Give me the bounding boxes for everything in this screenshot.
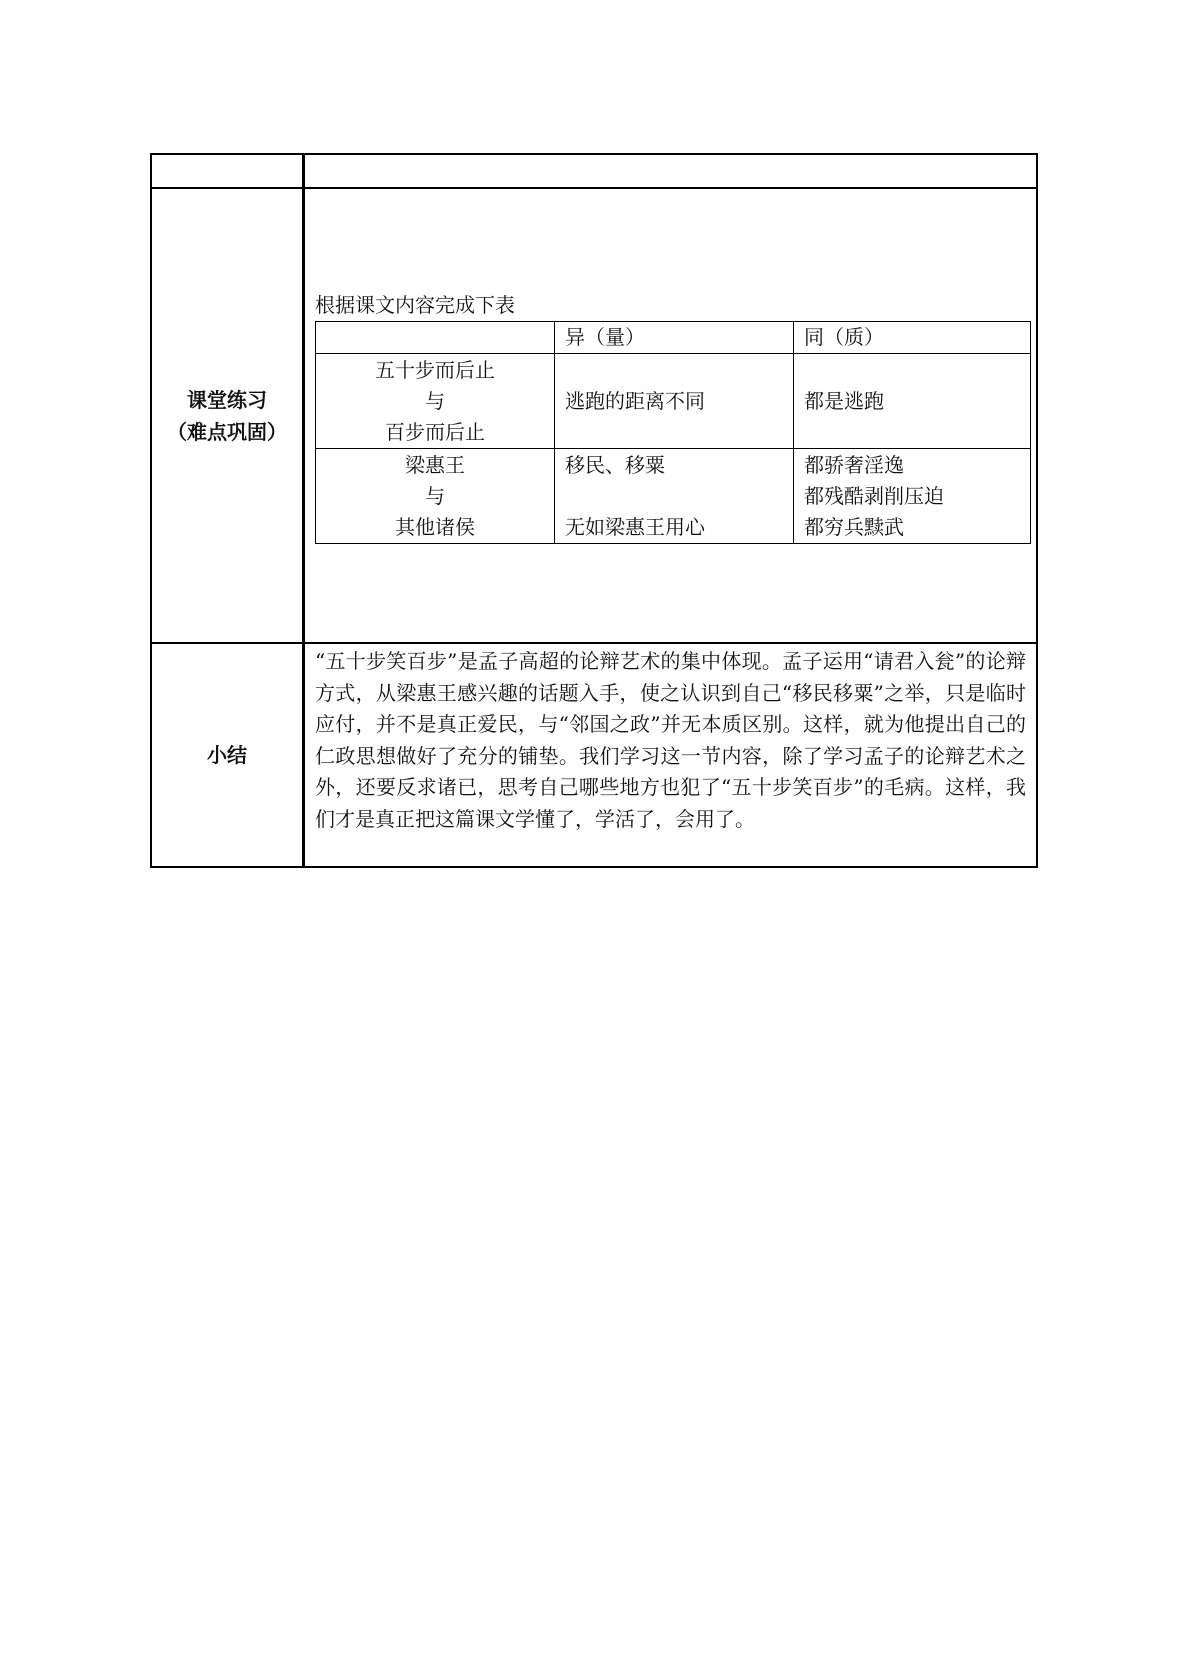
sameness-line: 都残酷剥削压迫 bbox=[804, 483, 944, 508]
sameness-line: 都穷兵黩武 bbox=[804, 514, 904, 539]
header-left-cell bbox=[152, 155, 305, 187]
difference-line: 无如梁惠王用心 bbox=[565, 514, 705, 539]
header-right-cell bbox=[305, 155, 1036, 187]
subject-line: 百步而后止 bbox=[385, 419, 485, 444]
comparison-header-row bbox=[316, 322, 1031, 354]
practice-content bbox=[305, 189, 1036, 642]
summary-label: 小结 bbox=[152, 644, 305, 866]
summary-content bbox=[305, 644, 1036, 866]
practice-row bbox=[152, 189, 1036, 644]
lesson-table bbox=[150, 153, 1038, 868]
sameness-cell: 都是逃跑 bbox=[794, 354, 1031, 449]
subject-cell bbox=[316, 449, 555, 544]
header-cell-sameness: 同（质） bbox=[794, 322, 1031, 354]
subject-line: 与 bbox=[425, 483, 445, 508]
summary-text: “五十步笑百步”是孟子高超的论辩艺术的集中体现。孟子运用“请君入瓮”的论辩方式，从梁惠王感兴趣的话题入手，使之认识到自己“移民移粟”之举，只是临时应付，并不是真正爱民，与“邻国之政”并无本质区别。这样，就为他提出自己的仁政思想做好了充分的铺垫。我们学习这一节内容，除了学习孟子的论辩艺术之外，还要反求诸已，思考自己哪些地方也犯了“五十步笑百步”的毛病。这样，我们才是真正把这篇课文学懂了，学活了，会用了。 bbox=[315, 649, 1026, 831]
practice-label-line2: （难点巩固） bbox=[167, 419, 287, 444]
practice-label-line1: 课堂练习 bbox=[187, 387, 267, 412]
header-cell-subject bbox=[316, 322, 555, 354]
difference-cell bbox=[555, 449, 794, 544]
subject-line: 其他诸侯 bbox=[395, 514, 475, 539]
comparison-row bbox=[316, 354, 1031, 449]
difference-cell: 逃跑的距离不同 bbox=[555, 354, 794, 449]
subject-line: 五十步而后止 bbox=[375, 357, 495, 382]
instruction-text: 根据课文内容完成下表 bbox=[315, 293, 515, 317]
summary-row bbox=[152, 644, 1036, 866]
header-cell-difference: 异（量） bbox=[555, 322, 794, 354]
practice-label bbox=[152, 189, 305, 642]
difference-line: 移民、移粟 bbox=[565, 452, 665, 477]
comparison-table bbox=[315, 321, 1031, 544]
sameness-line: 都骄奢淫逸 bbox=[804, 452, 904, 477]
subject-line: 梁惠王 bbox=[405, 452, 465, 477]
subject-cell bbox=[316, 354, 555, 449]
sameness-cell bbox=[794, 449, 1031, 544]
comparison-row bbox=[316, 449, 1031, 544]
header-row bbox=[152, 155, 1036, 189]
difference-line-empty bbox=[565, 481, 783, 512]
subject-line: 与 bbox=[425, 388, 445, 413]
